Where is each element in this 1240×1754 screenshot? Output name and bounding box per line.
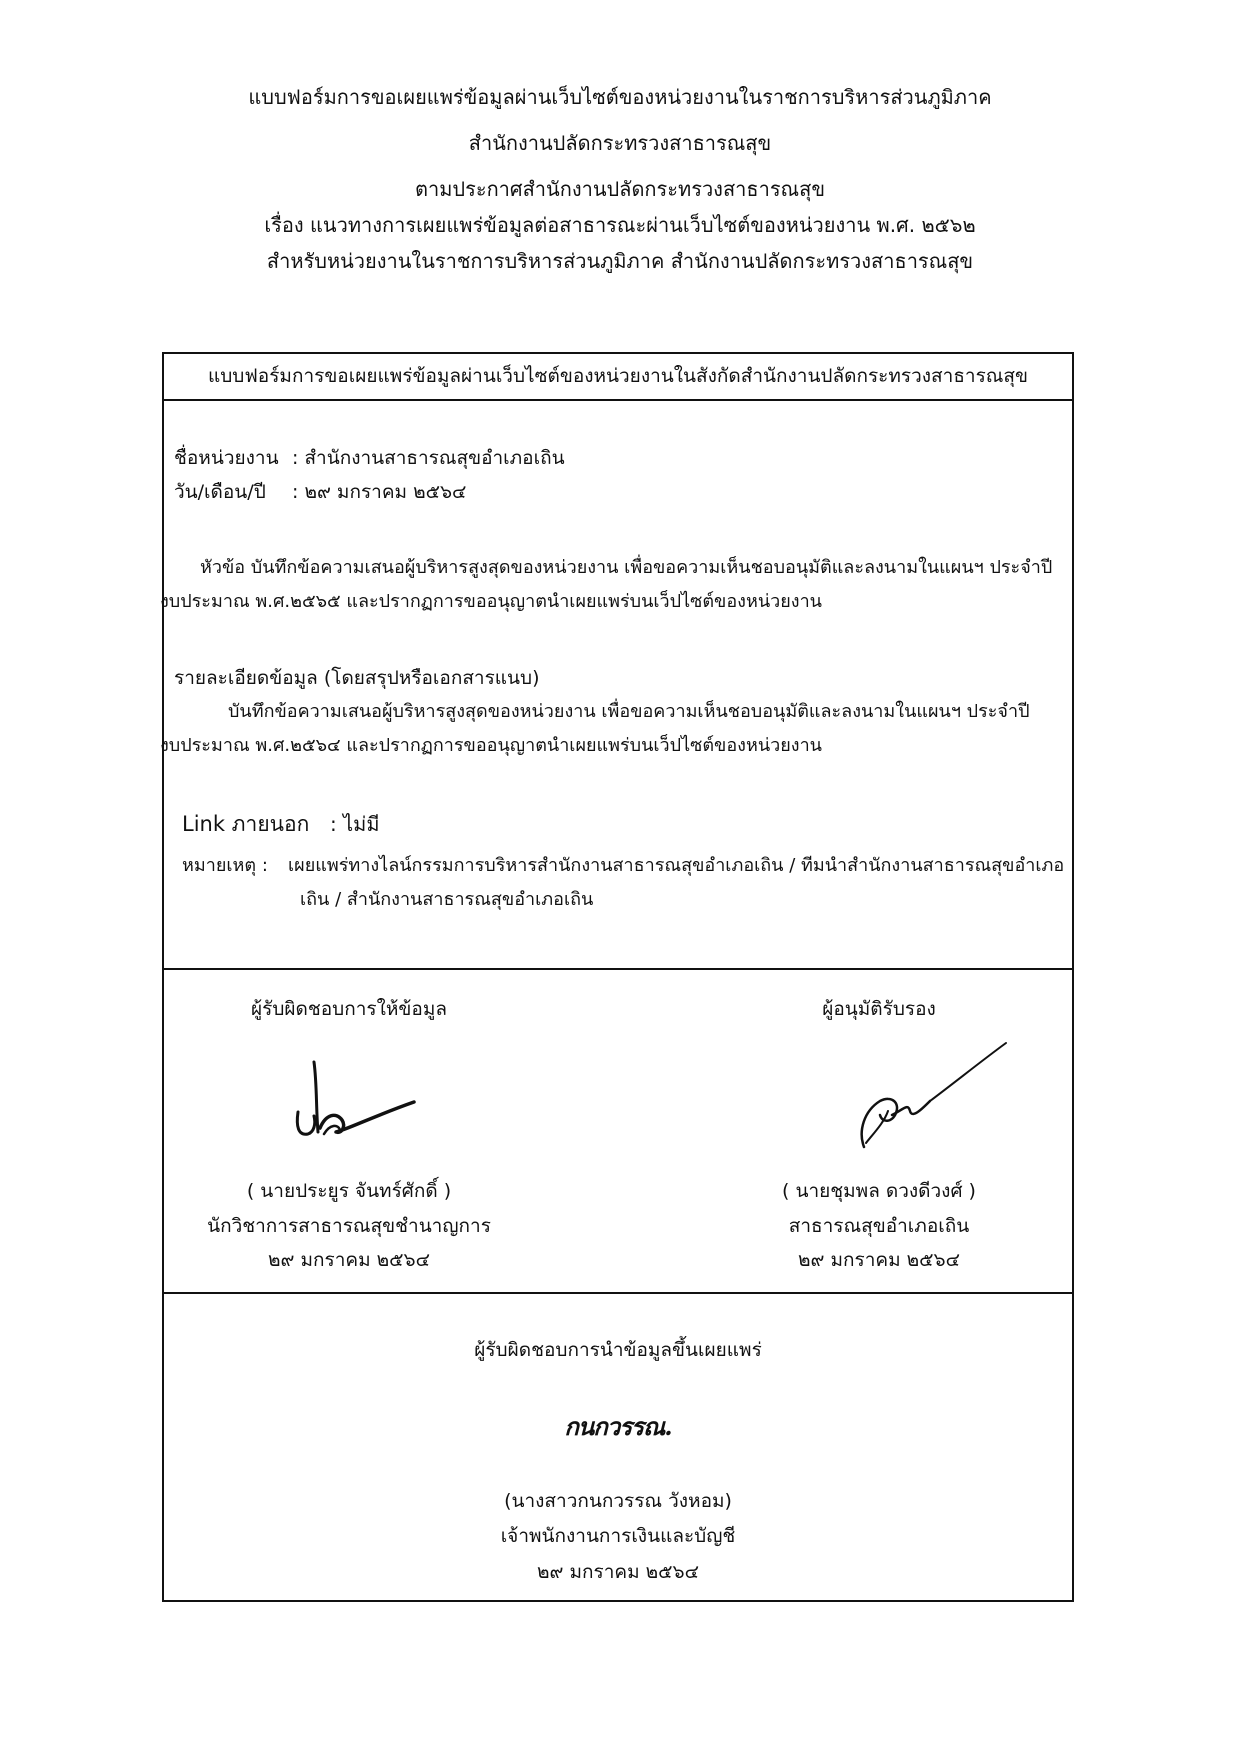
- note-line-1: เผยแพร่ทางไลน์กรรมการบริหารสำนักงานสาธารณสุขอำเภอเถิน / ทีมนำสำนักงานสาธารณสุขอำเภอ: [288, 855, 1065, 876]
- provider-position: นักวิชาการสาธารณสุขชำนาญการ: [207, 1215, 491, 1237]
- note-line-2: เถิน / สำนักงานสาธารณสุขอำเภอเถิน: [300, 889, 594, 910]
- header-line-2: สำนักงานปลัดกระทรวงสาธารณสุข: [468, 131, 772, 155]
- publisher-name: (นางสาวกนกวรรณ วังหอม): [504, 1490, 732, 1512]
- publisher-date: ๒๙ มกราคม ๒๕๖๔: [536, 1561, 699, 1583]
- divider-title: [164, 399, 1072, 401]
- approver-role: ผู้อนุมัติรับรอง: [822, 998, 936, 1020]
- provider-date: ๒๙ มกราคม ๒๕๖๔: [267, 1249, 430, 1271]
- divider-publisher: [164, 1292, 1072, 1294]
- header-line-1: แบบฟอร์มการขอเผยแพร่ข้อมูลผ่านเว็บไซต์ของหน่วยงานในราชการบริหารส่วนภูมิภาค: [248, 85, 992, 109]
- detail-line-1: บันทึกข้อความเสนอผู้บริหารสูงสุดของหน่วยงาน เพื่อขอความเห็นชอบอนุมัติและลงนามในแผนฯ ประจำปี: [228, 701, 1030, 722]
- publisher-position: เจ้าพนักงานการเงินและบัญชี: [500, 1525, 736, 1547]
- provider-name: ( นายประยูร จันทร์ศักดิ์ ): [246, 1180, 452, 1202]
- subject-line-2: งบประมาณ พ.ศ.๒๕๖๕ และปรากฏการขออนุญาตนำเผยแพร่บนเว็ปไซต์ของหน่วยงาน: [160, 591, 822, 612]
- approver-name: ( นายชุมพล ดวงดีวงศ์ ): [782, 1180, 976, 1202]
- detail-line-2: งบประมาณ พ.ศ.๒๕๖๔ และปรากฏการขออนุญาตนำเผยแพร่บนเว็ปไซต์ของหน่วยงาน: [160, 735, 822, 756]
- approver-position: สาธารณสุขอำเภอเถิน: [788, 1215, 970, 1237]
- header-line-4: เรื่อง แนวทางการเผยแพร่ข้อมูลต่อสาธารณะผ่านเว็บไซต์ของหน่วยงาน พ.ศ. ๒๕๖๒: [264, 213, 976, 237]
- form-box: [162, 352, 1074, 1602]
- publisher-role: ผู้รับผิดชอบการนำข้อมูลขึ้นเผยแพร่: [474, 1339, 762, 1361]
- note-label: หมายเหตุ :: [182, 855, 268, 876]
- form-title: แบบฟอร์มการขอเผยแพร่ข้อมูลผ่านเว็บไซต์ของหน่วยงานในสังกัดสำนักงานปลัดกระทรวงสาธารณสุข: [207, 365, 1029, 387]
- date-label: วัน/เดือน/ปี: [174, 481, 266, 503]
- link-label: Link ภายนอก: [182, 812, 310, 836]
- detail-label: รายละเอียดข้อมูล (โดยสรุปหรือเอกสารแนบ): [174, 667, 540, 689]
- approver-date: ๒๙ มกราคม ๒๕๖๔: [797, 1249, 960, 1271]
- provider-signature: [284, 1054, 444, 1154]
- subject-line-1: หัวข้อ บันทึกข้อความเสนอผู้บริหารสูงสุดของหน่วยงาน เพื่อขอความเห็นชอบอนุมัติและลงนามในแผนฯ ประจำปี: [200, 557, 1053, 578]
- unit-value: : สำนักงานสาธารณสุขอำเภอเถิน: [292, 447, 565, 469]
- publisher-signature: กนกวรรณ.: [564, 1412, 672, 1441]
- date-value: : ๒๙ มกราคม ๒๕๖๔: [292, 481, 467, 503]
- link-value: : ไม่มี: [330, 812, 380, 836]
- divider-signatures: [164, 968, 1072, 970]
- header-line-3: ตามประกาศสำนักงานปลัดกระทรวงสาธารณสุข: [414, 177, 825, 201]
- approver-signature: [844, 1039, 1014, 1159]
- unit-label: ชื่อหน่วยงาน: [174, 447, 279, 469]
- provider-role: ผู้รับผิดชอบการให้ข้อมูล: [251, 998, 447, 1020]
- header-line-5: สำหรับหน่วยงานในราชการบริหารส่วนภูมิภาค สำนักงานปลัดกระทรวงสาธารณสุข: [266, 249, 974, 273]
